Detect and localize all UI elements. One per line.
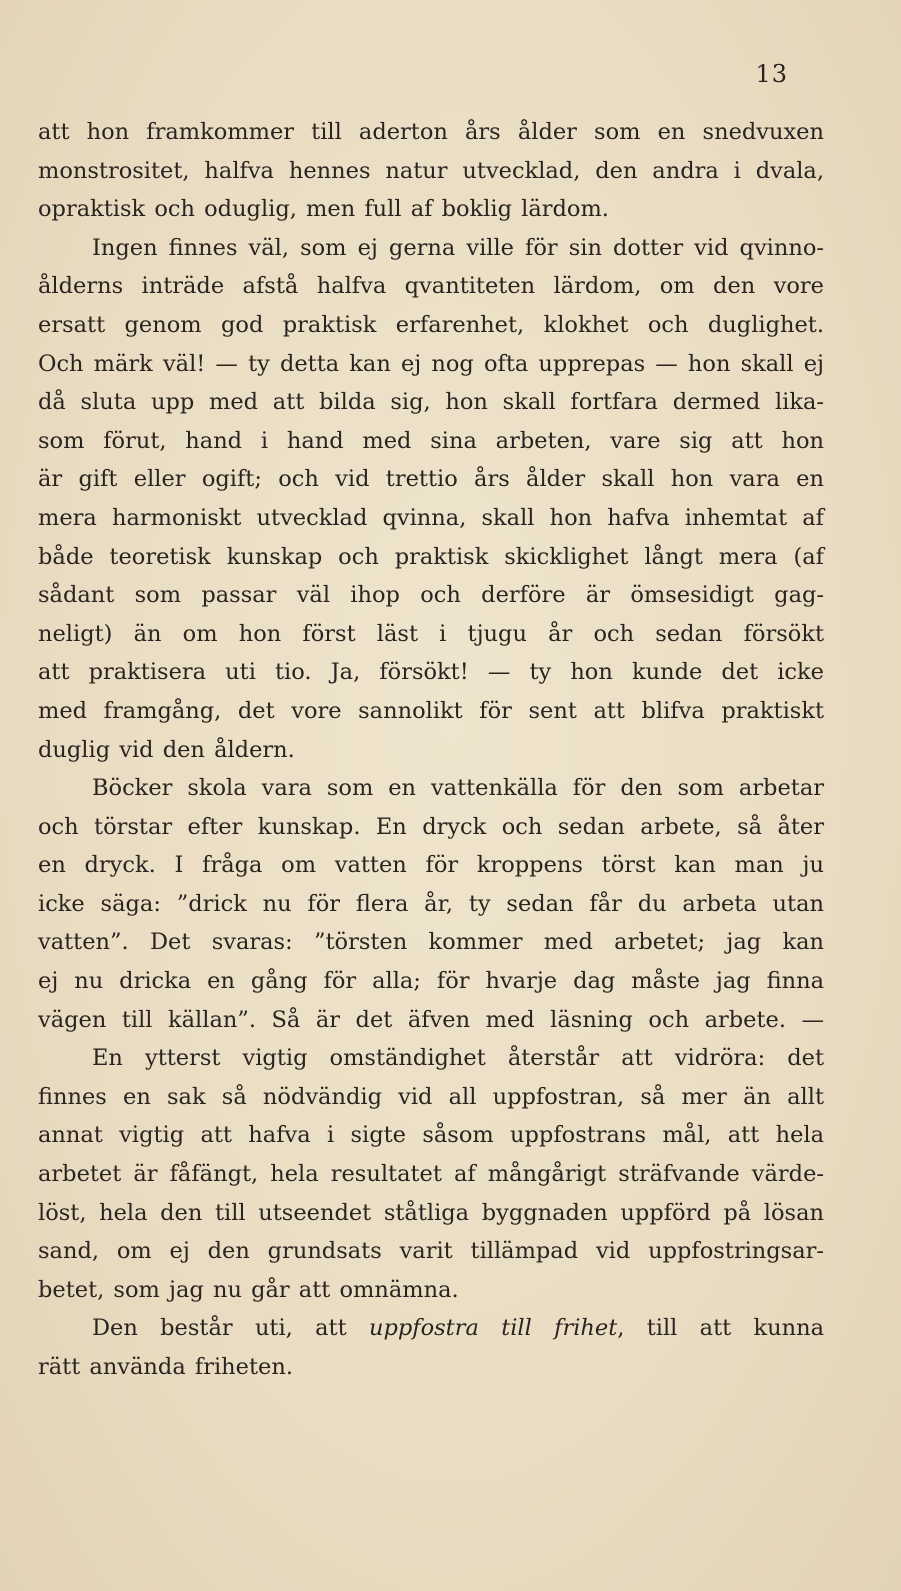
- text-line: rätt använda friheten.: [38, 1354, 293, 1380]
- text-line: Böcker skola vara som en vattenkälla för den som arbetar: [92, 775, 824, 802]
- paragraph-3: [38, 769, 824, 1039]
- text-line: ej nu dricka en gång för alla; för hvarje dag måste jag finna: [38, 968, 824, 995]
- text-line: vatten”. Det svaras: ”törsten kommer med arbetet; jag kan: [38, 929, 824, 956]
- text-line: som förut, hand i hand med sina arbeten, vare sig att hon: [38, 427, 824, 454]
- text-line: opraktisk och oduglig, men full af boklig lärdom.: [38, 196, 609, 223]
- text-segment: Den består uti, att: [92, 1315, 369, 1342]
- body-text: [38, 113, 824, 1387]
- text-line: Och märk väl! — ty detta kan ej nog ofta upprepas — hon skall ej: [38, 350, 824, 377]
- text-line: med framgång, det vore sannolikt för sent att blifva praktiskt: [38, 697, 824, 724]
- text-line: annat vigtig att hafva i sigte såsom uppfostrans mål, att hela: [38, 1122, 824, 1149]
- text-line: monstrositet, halfva hennes natur utvecklad, den andra i dvala,: [38, 157, 824, 184]
- text-segment: , till att kunna: [617, 1315, 824, 1342]
- text-line: mera harmoniskt utvecklad qvinna, skall hon hafva inhemtat af: [38, 504, 824, 531]
- text-line: då sluta upp med att bilda sig, hon skall fortfara dermed lika-: [38, 389, 824, 416]
- paragraph-1: [38, 113, 824, 229]
- page-number: 13: [755, 60, 788, 88]
- text-line: sådant som passar väl ihop och derföre är ömsesidigt gag-: [38, 582, 824, 609]
- text-line: ålderns inträde afstå halfva qvantiteten lärdom, om den vore: [38, 273, 824, 300]
- paragraph-5: [38, 1309, 824, 1386]
- text-line: är gift eller ogift; och vid trettio års ålder skall hon vara en: [38, 466, 824, 493]
- text-line: ersatt genom god praktisk erfarenhet, klokhet och duglighet.: [38, 311, 824, 338]
- text-line: vägen till källan”. Så är det äfven med läsning och arbete. —: [38, 1006, 824, 1033]
- text-line: att hon framkommer till aderton års ålder som en snedvuxen: [38, 119, 824, 145]
- text-line: betet, som jag nu går att omnämna.: [38, 1276, 459, 1303]
- text-line: neligt) än om hon först läst i tjugu år och sedan försökt: [38, 620, 824, 647]
- text-line: att praktisera uti tio. Ja, försökt! — ty hon kunde det icke: [38, 659, 824, 686]
- paragraph-2: [38, 229, 824, 769]
- text-line: sand, om ej den grundsats varit tillämpad vid uppfostringsar-: [38, 1238, 824, 1265]
- text-line: duglig vid den åldern.: [38, 736, 295, 763]
- text-line: finnes en sak så nödvändig vid all uppfostran, så mer än allt: [38, 1083, 824, 1110]
- paragraph-4: [38, 1039, 824, 1309]
- text-line: En ytterst vigtig omständighet återstår att vidröra: det: [92, 1045, 824, 1072]
- text-line: en dryck. I fråga om vatten för kroppens törst kan man ju: [38, 852, 824, 879]
- text-line: löst, hela den till utseendet ståtliga byggnaden uppförd på lösan: [38, 1199, 824, 1226]
- text-line: arbetet är fåfängt, hela resultatet af mångårigt sträfvande värde-: [38, 1161, 824, 1188]
- text-line: och törstar efter kunskap. En dryck och sedan arbete, så åter: [38, 813, 824, 840]
- text-line: Ingen finnes väl, som ej gerna ville för sin dotter vid qvinno-: [92, 234, 824, 261]
- emphasis-text: uppfostra till frihet: [368, 1315, 618, 1342]
- text-line: [38, 1309, 824, 1348]
- text-line: både teoretisk kunskap och praktisk skicklighet långt mera (af: [38, 543, 824, 570]
- text-line: icke säga: ”drick nu för flera år, ty sedan får du arbeta utan: [38, 890, 824, 917]
